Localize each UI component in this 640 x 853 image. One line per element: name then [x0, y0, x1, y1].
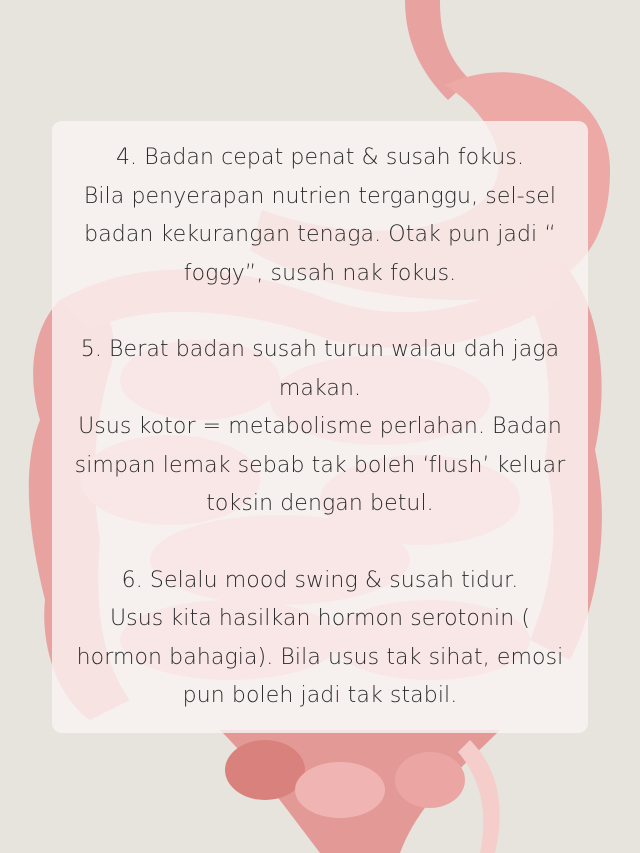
- tip-5-text-line: simpan lemak sebab tak boleh ‘flush’ keluar: [74, 452, 566, 478]
- lower-loop-shape: [295, 762, 385, 818]
- lower-loop-shape: [395, 752, 465, 808]
- tip-5-text-line: toksin dengan betul.: [206, 491, 434, 516]
- tip-5-heading-continued: makan.: [278, 375, 362, 401]
- tip-5: [64, 331, 576, 524]
- appendix-shape: [458, 740, 500, 853]
- tip-5-text-line: Usus kotor = metabolisme perlahan. Badan: [78, 414, 562, 439]
- tip-4-text-line: Bila penyerapan nutrien terganggu, sel-sel: [83, 183, 557, 209]
- tip-6-text-line: hormon bahagia). Bila usus tak sihat, emosi: [76, 644, 564, 670]
- tip-4-text-line: badan kekurangan tenaga. Otak pun jadi “: [84, 222, 556, 247]
- tip-6-text-line: pun boleh jadi tak stabil.: [182, 683, 458, 708]
- tip-4-heading: 4. Badan cepat penat & susah fokus.: [115, 145, 525, 170]
- lower-loop-shape: [225, 740, 305, 800]
- tip-4-text-line: foggy”, susah nak fokus.: [183, 260, 457, 286]
- tip-4: [64, 139, 576, 293]
- info-card: [52, 121, 588, 733]
- tip-6: [64, 562, 576, 716]
- tip-5-heading: 5. Berat badan susah turun walau dah jaga: [80, 337, 560, 362]
- tip-6-text-line: Usus kita hasilkan hormon serotonin (: [109, 606, 531, 631]
- tip-6-heading: 6. Selalu mood swing & susah tidur.: [121, 567, 519, 593]
